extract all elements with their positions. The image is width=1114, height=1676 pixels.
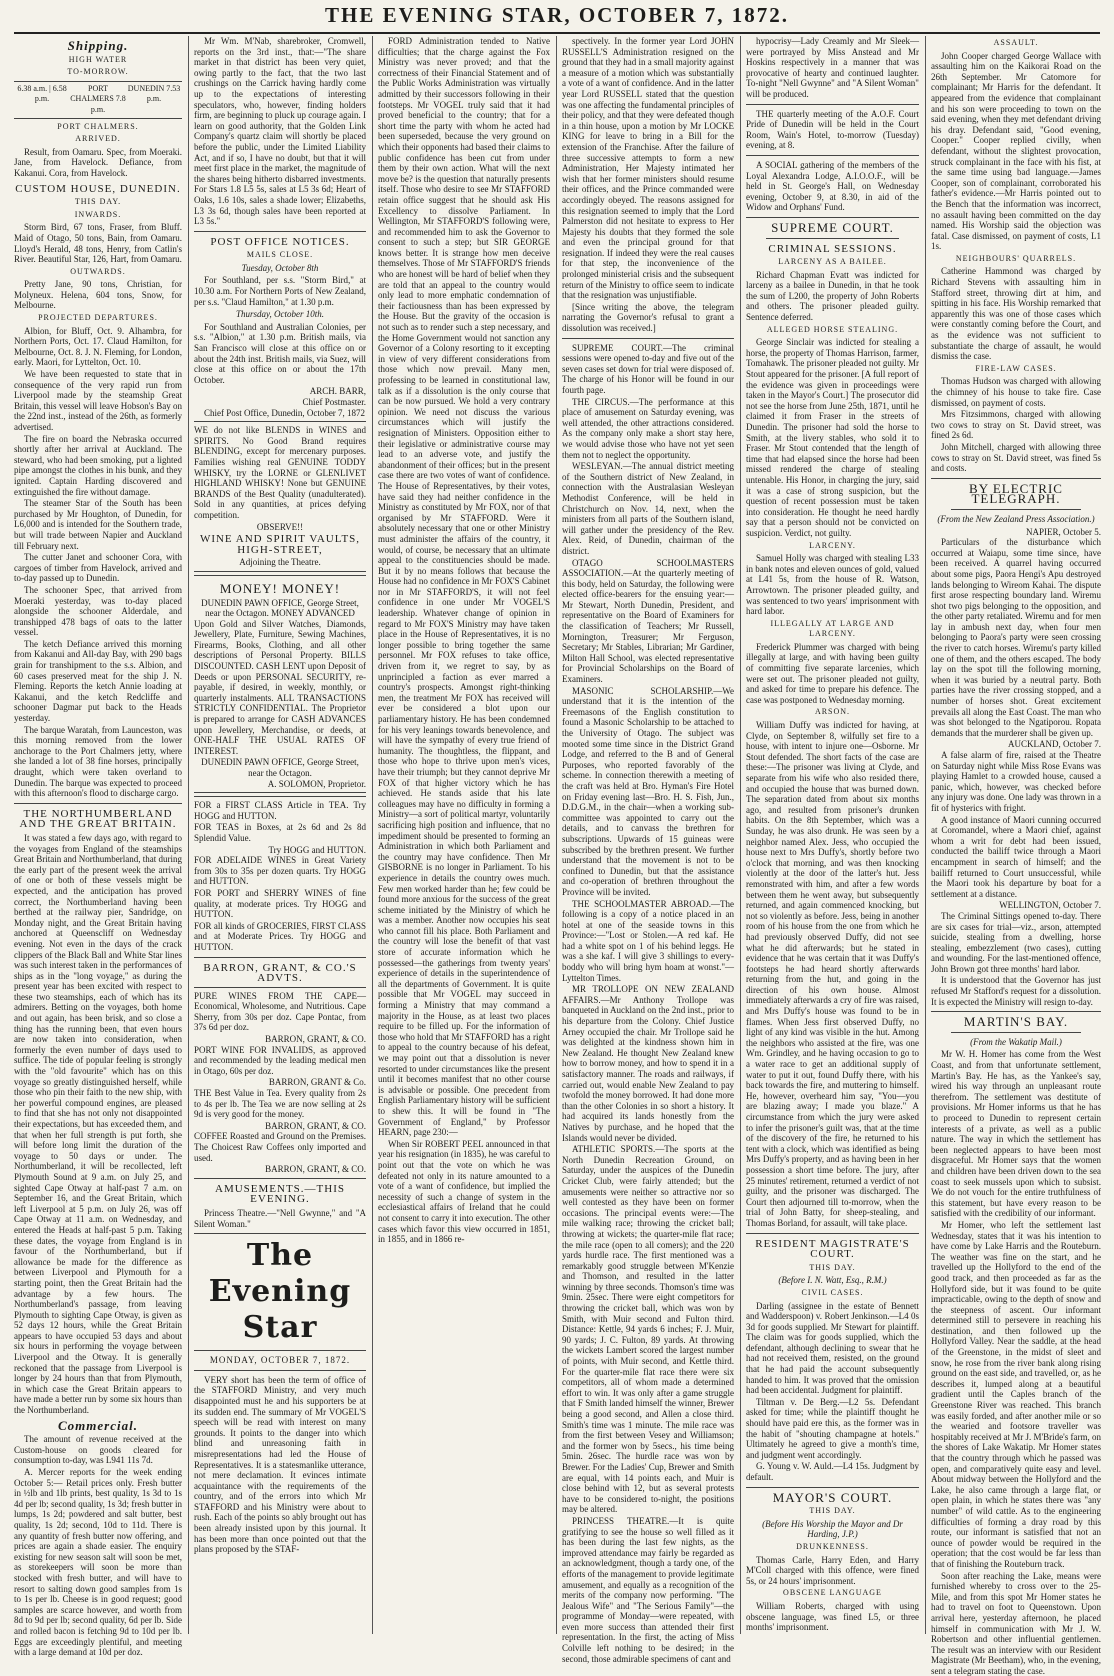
column-divider	[740, 36, 741, 1634]
divider	[746, 155, 919, 156]
tuesday-date: Tuesday, October 8th	[241, 262, 319, 273]
article-paragraph: Mr W. H. Homer has come from the West Coast, and from that unfortunate settlement, Martin's Bay. He has, as the Yankee's say, wired his way through an unpleasant route therefrom. The settlement was destitute of provisions. Mr Homer informs us that he has to proceed to Dunedin to represent certain interests of a private, as well as a public nature. The way in which the settlement has been neglected appears to have been most disgraceful. Mr Homer says that the women and children have been driven down to the sea coast to seek mussels upon which to subsist. We do not vouch for the entire truthfulness of this statement, but have every reason to be satisfied with the credibility of our informant.	[931, 1049, 1101, 1219]
column-6	[931, 36, 1101, 1676]
outwards-list: Pretty Jane, 90 tons, Christian, for Molyneux. Helena, 604 tons, Snow, for Melbourne.	[14, 279, 182, 311]
column-5	[746, 36, 919, 1636]
ad-port-invalids: PORT WINE FOR INVALIDS, as approved and recommended by the leading medical men in Otago, 60s per doz.	[194, 1044, 366, 1076]
resident-magistrate-heading: RESIDENT MAGISTRATE'S COURT.	[755, 1237, 910, 1261]
case-text: G. Young v. W. Auld.—L4 15s. Judgment by default.	[746, 1461, 919, 1482]
shipping-paragraph: The fire on board the Nebraska occurred shortly after her arrival at Auckland. The steward, who had been smoking, put a lighted pipe amongst the clothes in his bunk, and they ignited. Captain Harding discovered and extinguished the fire without damage.	[14, 433, 182, 497]
amusements-text: Princess Theatre.—"Nell Gwynne," and "A Silent Woman."	[194, 1207, 366, 1229]
neighbours-quarrels-label: NEIGHBOURS' QUARRELS.	[955, 253, 1077, 263]
ad-coffee: COFFEE Roasted and Ground on the Premises. The Choicest Raw Coffees only imported and used.	[194, 1131, 366, 1163]
telegram-text: The Criminal Sittings opened to-day. There are six cases for trial—viz., arson, attempted suicide, stealing from a dwelling, horse stealing, embezzlement (two cases), cutting and wounding. For the last-mentioned offence, John Brown got three months' hard labor.	[931, 910, 1101, 974]
telegram-text: Particulars of the disturbance which occurred at Waiapu, some time since, have been received. A quarrel having occurred about some pigs, Paora Hengi's Apu destroyed lands belonging to Wireom Kahai. The dispute first arose respecting boundary land. Wiremu shot two pigs belonging to the opposition, and the other party retaliated. Wiremu and for men lay in ambush next day, when four men belonging to Paora's party were seen crossing the river to catch horses. Wiremu's party killed one of them, and the others escaped. The body lay on the spot till the following morning, when it was buried by a neutral party. Both parties have the river crossing stopped, and a number of horses shot. Great excitement prevails all along the East Coast. The man who was shot belonged to the Ngatiporou. Ropata demands that the murderer shall be given up.	[931, 537, 1101, 738]
this-day-label: THIS DAY.	[809, 1506, 856, 1516]
case-heading: LARCENY.	[809, 540, 856, 550]
inwards-label: INWARDS.	[74, 209, 122, 219]
news-item-princess-theatre: PRINCESS THEATRE.—It is quite gratifying to see the house so well filled as it has been during the last few nights, as the improved attendance may fairly be regarded as an acknowledgment, though a tardy one, of the efforts of the management to provide legitimate amusement, and equally as a recognition of the merits of the company now performing. "The Jealous Wife" and "The Serious Family"—the programme of Monday—were repeated, with even more success than attended their first representation. In the first, the acting of Miss Colville left nothing to be desired; in the second, those admirable specimens of cant and	[562, 1515, 734, 1664]
case-heading: ALLEGED HORSE STEALING.	[766, 324, 899, 334]
ad-pawn-body: Upon Gold and Silver Watches, Diamonds, Jewellery, Plate, Furniture, Sewing Machines, Firearms, Books, Clothing, and all other descriptions of Personal Property. BILLS DISCOUNTED. CASH LENT upon Deposit of Deeds or upon PERSONAL SECURITY, re-payable, if desired, in weekly, monthly, or quarterly instalments. ALL TRANSACTIONS STRICTLY CONFIDENTIAL. The Proprietor is prepared to arrange for CASH ADVANCES upon Jewellery, Merchandise, or deeds, at ONE-HALF THE USUAL RATES OF INTEREST.	[194, 618, 366, 756]
shipping-paragraph: The cutter Janet and schooner Cora, with cargoes of timber from Havelock, arrived and to-day passed up to Dunedin.	[14, 552, 182, 584]
ad-money-heading: MONEY! MONEY!	[219, 580, 341, 596]
dateline-wellington: WELLINGTON, October 7.	[999, 900, 1101, 911]
news-item-schoolmaster-abroad: THE SCHOOLMASTER ABROAD.—The following is a copy of a notice placed in an hotel at one of the seaside towns in this Province:—"Lost or Stolen.—A red kaf. He had a white spot on 1 of his behind leggs. He was a she kaf. I will give 3 shillings to every-boddy who will bring hym hoam at wonst."—Lyttelton Times.	[562, 898, 734, 983]
tide-dunedin: DUNEDIN 7.53 p.m.	[127, 83, 181, 104]
ad-adelaide-wines: FOR ADELAIDE WINES in Great Variety from 30s to 35s per dozen quarts. Try HOGG and HUTTON.	[194, 855, 366, 887]
editorial-note: [Since writing the above, the telegram narrating the Governor's refusal to grant a dissolution was received.]	[562, 301, 734, 334]
ad-pawn-address: DUNEDIN PAWN OFFICE, George Street, near the Octagon. MONEY ADVANCED	[201, 597, 359, 619]
fire-law-label: FIRE-LAW CASES.	[975, 363, 1057, 373]
case-text: Thomas Carle, Harry Eden, and Harry M'Coll charged with this offence, were fined 5s, or 24 hours' imprisonment.	[746, 1554, 919, 1586]
arrived-label: ARRIVED.	[75, 134, 121, 144]
column-2	[194, 36, 366, 1636]
tomorrow-label: TO-MORROW.	[67, 67, 129, 77]
shipping-paragraph: We have been requested to state that in consequence of the very rapid run from Liverpool made by the steamship Great Britain, this vessel will leave Hobson's Bay on the 22nd inst., instead of the 26th, as formerly advertised.	[14, 369, 182, 432]
divider	[14, 803, 182, 804]
supreme-court-heading: SUPREME COURT.	[771, 219, 894, 235]
advertisement-hogg-hutton	[194, 796, 366, 957]
northumberland-heading: THE NORTHUMBERLAND AND THE GREAT BRITAIN.	[19, 807, 177, 831]
commercial-paragraph: The amount of revenue received at the Custom-house on goods cleared for consumption to-day, was L941 11s 7d.	[14, 1434, 182, 1466]
martins-bay-heading: MARTIN'S BAY.	[963, 1014, 1069, 1030]
arrivals-list: Result, from Oamaru. Spec, from Moeraki. Jane, from Havelock. Defiance, from Kakanui. Cora, from Havelock.	[14, 146, 182, 178]
press-association-credit: (From the New Zealand Press Association.)	[937, 513, 1095, 524]
news-item-athletic-sports: ATHLETIC SPORTS.—The sports at the North Dunedin Recreation Ground, on Saturday, under the auspices of the Dunedin Cricket Club, were fairly attended; but the amusements were neither so attractive nor so well contested as they have been on former occasions. The principal events were:—The mile walking race; throwing the cricket ball; throwing at wickets; the quarter-mile flat race; the mile race (open to all comers); and the 220 yards hurdle race. The first mentioned was a remarkably good struggle between M'Kenzie and Thomson, and resulted in the latter winning by three seconds. Thomson's time was 9min. 25sec. There were eight competitors for throwing the cricket ball, which was won by Smith, with Muir second and Fulton third. Distance: Kettle, 94 yards 6 inches; F. J. Muir, 90 yards; J. C. Fulton, 89 yards. At throwing the wickets Lambert scored the largest number of points, with Muir second, and Kettle third. For the quarter-mile flat race there were six competitors, all of whom made a determined effort to win. It was only after a game struggle that F Smith landed himself the winner, Brewer being a good second, and Allen a close third. Smith's time was 1 minute. The mile race was from the first between Vesey and Williamson; and the former won by 5secs., his time being 5min. 26sec. The hurdle race was won by Brewer. For the Ladies' Cup, Brewer and Smith are equal, with 14 points each, and Muir is close behind with 12, but as several protests have to be considered to-night, the positions may be altered.	[562, 1144, 734, 1515]
postmaster-title: Chief Postmaster.	[302, 397, 366, 407]
thursday-date: Thursday, October 10th.	[235, 309, 324, 320]
column-divider	[188, 36, 189, 1634]
shipping-paragraph: The barque Waratah, from Launceston, was this morning removed from the lower anchorage to the Port Chalmers jetty, where she landed a lot of 38 fine horses, principally draught, which were taken overland to Dunedin. The barque was expected to proceed with this afternoon's flood to discharge cargo.	[14, 724, 182, 799]
news-item-circus: THE CIRCUS.—The performance at this place of amusement on Saturday evening, was well attended, the other attractions considered. As the company only make a short stay here, we would advise those who have not yet seen them not to neglect the opportunity.	[562, 396, 734, 460]
dateline-auckland: AUCKLAND, October 7.	[1008, 739, 1101, 750]
obscene-language-label: OBSCENE LANGUAGE	[783, 1588, 882, 1598]
case-heading: LARCENY AS A BAILEE.	[778, 257, 887, 267]
column-1	[14, 36, 182, 1658]
ad-signature: BARRON, GRANT, & CO.	[265, 1164, 366, 1175]
ad-tea: FOR a FIRST CLASS Article in TEA. Try HOGG and HUTTON.	[194, 800, 366, 821]
editorial-dateline: MONDAY, OCTOBER 7, 1872.	[209, 1355, 351, 1366]
assault-label: ASSAULT.	[993, 38, 1039, 47]
divider	[951, 1032, 1081, 1033]
column-3	[378, 36, 550, 1636]
shipping-paragraph: The ketch Defiance arrived this morning from Kakanui and All-day Bay, with 290 bags grain for transhipment to the s.s. Albion, and 60 cases preserved meat for the ship J. N. Fleming. Reports the ketch Annie loading at Kakanui, and the ketch Redcliffe and schooner Dagmar put back to the Heads yesterday.	[14, 638, 182, 724]
port-heading: PORT CHALMERS.	[57, 121, 139, 131]
case-text: Catherine Hammond was charged by Richard Stevens with assaulting him in Stafford street, throwing dirt at him, and spitting in his face. His Worship remarked that apparently this was one of those cases which were constantly coming before the Court, and as the evidence was not sufficient to substantiate the charge of assault, he would dismiss the case.	[931, 266, 1101, 362]
outwards-label: OUTWARDS.	[70, 266, 126, 276]
case-text: Samuel Holly was charged with stealing L33 in bank notes and eleven ounces of gold, valued at L41 5s, from the house of R. Watson, Arrowtown. The prisoner pleaded guilty, and was sentenced to two years' imprisonment with hard labor.	[746, 553, 919, 617]
telegram-text: It is understood that the Governor has just refused Mr Stafford's request for a dissolution. It is expected the Ministry will resign to-day.	[931, 975, 1101, 1007]
mails-close-label: MAILS CLOSE.	[246, 250, 314, 260]
ad-cape-wines: PURE WINES FROM THE CAPE—Economical, Wholesome, and Nutritious. Cape Sherry, from 30s per doz. Cape Pontac, from 37s 6d per doz.	[194, 990, 366, 1033]
ad-signature: BARRON, GRANT, & CO.	[265, 1120, 366, 1131]
column-divider	[925, 36, 926, 1634]
ad-teas-boxes: FOR TEAS in Boxes, at 2s 6d and 2s 8d Splendid Value.	[194, 822, 366, 843]
commercial-paragraph: A. Mercer reports for the week ending October 5:— Retail prices only. Fresh butter in ½lb and 1lb prints, best quality, 1s 3d to 1s 4d per lb; second quality, 1s 3d; fresh butter in lumps, 1s 2d; powdered and salt butter, best quality, 1s 2d; second, 10d to 11d. There is any quantity of fresh butter now offering, and prices are again a shade easier. The enquiry existing for new season salt will soon be met, as storekeepers will soon be more than stocked with fresh butter, and will have to resort to salting down good samples from 1s to 1s per lb. Cheese is in good request; good samples are scarce however, and worth from 8d to 9d per lb; second quality, 6d per lb. Side and rolled bacon is fetching 9d to 10d per lb. Eggs are exceedingly plentiful, and meeting with a large demand at 10d per doz.	[14, 1467, 182, 1658]
ad-adjoining: Adjoining the Theatre.	[239, 557, 321, 568]
article-paragraph: Soon after reaching the Lake, means were furnished whereby to cross over to the 25-Mile, and from this spot Mr Homer states he had to travel on foot to Queenstown. Upon arrival here, yesterday afternoon, he placed himself in communication with Mr J. W. Robertson and other influential gentlemen. The result was an interview with our Resident Magistrate (Mr Beetham), who, in the evening, sent a telegram stating the case.	[931, 1570, 1101, 1676]
news-item-masonic: MASONIC SCHOLARSHIP.—We understand that it is the intention of the Freemasons of the English constitution to found a Masonic Scholarship to be attached to the University of Otago. The subject was mooted some time since in the District Grand Lodge, and referred to the B and of General Purposes, who reported favorably of the scheme. In connection therewith a meeting of the craft was held at Bro. Hyman's Fire Hotel on Friday evening last—Bro. H. S. Fish, Jun., D.D.G.M., in the chair—when a working sub-committee was appointed to carry out the details, and to canvass the brethren for subscriptions. Upwards of 15 guineas were subscribed by the brethren present. We further understand that the movement is not to be confined to Dunedin, but that the assistance and co-operation of brethren throughout the Province will be invited.	[562, 685, 734, 897]
column-4	[562, 36, 734, 1664]
divider	[194, 1233, 366, 1234]
tide-heads: 6.38 a.m. | 6.58 p.m.	[17, 83, 67, 104]
divider	[746, 1233, 919, 1234]
case-text: Tiltman v. De Berg.—L2 5s. Defendant asked for time; while the plaintiff thought he should have paid ere this, as the former was in the habit of "shouting champagne at hotels." Ultimately he agreed to give a month's time, and judgment went accordingly.	[746, 1396, 919, 1460]
newspaper-masthead-title: THE EVENING STAR, OCTOBER 7, 1872.	[325, 3, 789, 27]
divider	[562, 338, 734, 339]
ad-signature: BARRON, GRANT, & CO.	[265, 1034, 366, 1045]
case-text: Mrs Fitzsimmons, charged with allowing two cows to stray on St. David street, was fined 2s 6d.	[931, 409, 1101, 441]
ad-tea-value: THE Best Value in Tea. Every quality from 2s to 4s per lb. The Tea we are now selling at 2s 9d is very good for the money.	[194, 1088, 366, 1120]
shipping-paragraph: The steamer Star of the South has been purchased by Mr Houghton, of Dunedin, for L6,000 and is intended for the Southern trade, but will trade between Napier and Auckland till February next.	[14, 498, 182, 551]
news-item-schoolmasters: OTAGO SCHOOLMASTERS ASSOCIATION.—At the quarterly meeting of this body, held on Saturday, the following were elected office-bearers for the ensuing year:—Mr Stewart, North Dunedin, President, and representative on the Board of Examiners for the classification of Teachers; Mr Russell, Mornington, Treasurer; Mr Ferguson, Secretary; Mr Stables, Librarian; Mr Gardiner, Milton Hall School, was elected representative for Provincial Scholarships on the Board of Examiners.	[562, 557, 734, 685]
divider	[746, 104, 919, 105]
case-text: John Cooper charged George Wallace with assaulting him on the Kaikorai Road on the 26th September. Mr Catomore for complainant; Mr Harris for the defendant. It appeared from the evidence that complainant and his son were proceeding to town on the said evening, when they met defendant driving his dray. Defendant said, "Good evening, Cooper." Cooper replied civilly, when defendant, without the slightest provocation, struck complainant in the face with his fist, at the same time using bad language.—James Cooper, son of complainant, corroborated his father's evidence.—Mr Harris pointed out to the Bench that the information was incorrect, no assault having been committed on the day named. His Worship said the objection was fatal. Case dismissed, on payment of costs, L1 1s.	[931, 50, 1101, 252]
case-text: Darling (assignee in the estate of Bennett and Wadderspoon) v. Robert Jenkinson.—L4 0s 3d for goods supplied. Mr Stewart for plaintiff. The claim was for goods supplied, which the defendant, although declining to swear that he had not received them, resisted, on the ground that he had paid the account subsequently handed to him. It was proved that the omission had been accidental. Judgment for plaintiff.	[746, 1300, 919, 1396]
masthead	[0, 0, 1114, 30]
before-magistrate: (Before I. N. Watt, Esq., R.M.)	[778, 1275, 887, 1286]
divider	[746, 217, 919, 218]
high-water-label: HIGH WATER	[68, 54, 128, 64]
news-item-wesleyan: WESLEYAN.—The annual district meeting of the Southern district of New Zealand, in connection with the Australasian Wesleyan Methodist Conference, will be held in Christchurch on Nov. 14, next, when the ministers from all parts of the Southern island, will gather under the presidency of the Rev. Alex. Reid, of Dunedin, chairman of the district.	[562, 461, 734, 556]
masthead-rule	[14, 32, 1100, 34]
article-paragraph: It was stated a few days ago, with regard to the voyages from England of the steamships Great Britain and Northumberland, that during the early part of the present week the arrival of one or both of these vessels might be expected, and the anticipation has proved correct, the Northumberland having been berthed at the railway pier, Sandridge, on Monday night, and the Great Britain having anchored at Queenscliff on Wednesday evening. Not even in the days of the crack clippers of the Black Ball and White Star lines was such interest taken in the performances of ships as in the "long voyage," as during the present year has been excited with respect to these two steamships, each of which has its admirers. Betting on the voyages, both home and out again, has been brisk, and so close a thing has the running been, that even hours are now taken into consideration, when formerly the even number of days used to suffice. The tide of popular feeling is strongly with the "old favourite" which has on this voyage so greatly distinguished herself, while those who pin their faith to the new ship, with her powerful compound engines, are pleased to find that she has not only not disappointed their expectations, but has exceeded them, and that when her full strength is put forth, she will before long limit the duration of the voyage to 50 days or under. The Northumberland, it will be recollected, left Plymouth Sound at 9 a.m. on July 25, and sighted Cape Otway at half-past 7 a.m. on September 16, and the Great Britain, which left Liverpool at 5 p.m. on July 26, was off Cape Otway at 11 a.m. on Wednesday, and entered the Heads at half-past 5 p.m. Taking these dates, the voyage from England is in favour of the Northumberland, but if allowance be made for the difference as between Liverpool and Plymouth for a starting point, then the Great Britain had the advantage by a few hours. The Northumberland's passage, from leaving Plymouth to sighting Cape Otway, is given as 52 days 12 hours, while the Great Britain appears to have occupied 53 days and about six hours in performing the voyage between Liverpool and the Otway. It is generally reckoned that the passage from Liverpool is longer by 24 hours than that from Plymouth, in which case the Great Britain appears to have made a better run by some six hours than the Northumberland.	[14, 832, 182, 1416]
amusements-heading: AMUSEMENTS.—THIS EVENING.	[215, 1182, 345, 1206]
news-item-theatre-cont: hypocrisy—Lady Creamly and Mr Sleek—were portrayed by Miss Anstead and Mr Hoskins respectively in a manner that was provocative of hearty and continued laughter. To-night "Nell Gwynne" and "A Silent Woman" will be produced.	[746, 36, 919, 99]
article-paragraph: Mr Homer, who left the settlement last Wednesday, states that it was his intention to have come by Lake Harris and the Routeburn. The weather was fine on the start, and he travelled up the Hollyford to the end of the good track, and then proceeded as far as the Hollyford side, but it was found to be quite impracticable, owing to the depth of snow and the steepness of ascent. Our informant determined still to persevere in reaching his destination, and then followed up the Hollyford Valley. Near the saddle, at the head of the Greenstone, in the midst of sleet and snow, he rose from the river bank along rising ground on the east side, and travelled, or, as he describes it, lumped along at a beautiful gradient until the Caples branch of the Greenstone River was reached. This branch was easily forded, and after another mile or so the wearied and footsore traveller was hospitably received at Mr J. M'Bride's farm, on the shores of Lake Wakatip. Mr Homer states that the country through which he passed was open, and comparatively quite easy and level. About midway between the Hollyford and the Lake, he also came through a large flat, or open plain, in which he states there was "any number" of wild cattle. As to the engineering difficulties of forming a dray road by this route, our informant is satisfied that not an ounce of powder would be required in the operation; that the cost would be far less than that of finishing the Routeburn track.	[931, 1219, 1101, 1569]
commercial-heading: Commercial.	[58, 1417, 138, 1433]
telegram-text: A false alarm of fire, raised at the Theatre on Saturday night while Miss Rose Evans was playing Hamlet to a crowded house, caused a panic, which, however, was checked before any injury was done. One lady was thrown in a fit of hysterics with fright.	[931, 750, 1101, 813]
case-text: John Mitchell, charged with allowing three cows to stray on St. David street, was fined 5s and costs.	[931, 441, 1101, 474]
tuesday-mails: For Southland, per s.s. "Storm Bird," at 10.30 a.m. For Northern Ports of New Zealand, per s.s. "Claud Hamilton," at 1.30 p.m.	[194, 275, 366, 307]
tide-port-chalmers: PORT CHALMERS 7.8 p.m.	[70, 83, 126, 114]
inwards-list: Storm Bird, 67 tons, Fraser, from Bluff. Maid of Otago, 50 tons, Bain, from Oamaru. Lloyd's Herald, 48 tons, Henry, from Catlin's River. Beautiful Star, 126, Hart, from Oamaru.	[14, 222, 182, 265]
advertisement-blends	[194, 421, 366, 572]
telegram-text: A good instance of Maori cunning occurred at Coromandel, where a Maori chief, against whom a writ for debt had been issued, conducted the bailiff twice through a Maori encampment in search of himself; and the bailiff returned to Court unsuccessful, while the Maori took his departure by boat for a settlement at a distance.	[931, 814, 1101, 899]
advertisement-pawn-office	[194, 575, 366, 793]
this-day-label: THIS DAY.	[809, 1262, 856, 1272]
case-text: Richard Chapman Evatt was indicted for larceny as a bailee in Dunedin, in that he took the sum of L200, the property of John Roberts and others. The prisoner pleaded guilty. Sentence deferred.	[746, 269, 919, 323]
projected-departures-label: PROJECTED DEPARTURES.	[38, 313, 158, 323]
tide-table	[14, 81, 182, 119]
ad-observe: OBSERVE!!	[256, 521, 304, 532]
ad-groceries: FOR all kinds of GROCERIES, FIRST CLASS and at Moderate Prices. Try HOGG and HUTTON.	[194, 920, 366, 952]
news-item-supreme-court: SUPREME COURT.—The criminal sessions were opened to-day and five out of the seven cases set down for trial were disposed of. The charge of his Honor will be found in our fourth page.	[562, 342, 734, 395]
notice-aof: THE quarterly meeting of the A.O.F. Court Pride of Dunedin will be held in the Court Room, Wain's Hotel, to-morrow (Tuesday) evening, at 8.	[746, 108, 919, 151]
ad-pawn-proprietor: A. SOLOMON, Proprietor.	[267, 778, 366, 789]
advertisement-barron-grant	[194, 987, 366, 1179]
case-heading: ILLEGALLY AT LARGE AND LARCENY.	[770, 618, 895, 639]
case-heading: ARSON.	[814, 707, 851, 717]
ad-port-sherry: FOR PORT and SHERRY WINES of fine quality, at moderate prices. Try HOGG and HUTTON.	[194, 887, 366, 920]
divider	[194, 231, 366, 232]
column-divider	[372, 36, 373, 1634]
before-mayor: (Before His Worship the Mayor and Dr Harding, J.P.)	[762, 1518, 903, 1540]
post-office-heading: POST OFFICE NOTICES.	[210, 235, 350, 248]
post-office-date: Chief Post Office, Dunedin, October 7, 1872	[204, 407, 366, 418]
ad-wine-vaults: WINE AND SPIRIT VAULTS, HIGH-STREET,	[199, 533, 361, 556]
share-report-paragraph: Mr Wm. M'Nab, sharebroker, Cromwell, reports on the 3rd inst., that:—"The share market in that district has been very quiet, owing partly to the fact, that the two last crushings on the Carrick having hardly come up to the expectations of interesting speculators, who, however, finding holders firm, are beginning to pluck up courage again. I learn on good authority, that the Golden Link Company's quartz claim will shortly be placed before the public, under the Limited Liability Act, and if so, I have no doubt, but that it will meet first place in the market, the magnitude of the shares being hitherto disbarred investments. For Stars 1.8 L5 5s, sales at L5 3s 6d; Heart of Oaks, 1.6 10s, sales a shade lower; Elizabeths, L3 3s 6d, though sales have been reported at L3 5s."	[194, 36, 366, 227]
wakatip-mail-credit: (From the Wakatip Mail.)	[970, 1036, 1062, 1047]
divider	[766, 238, 899, 239]
postmaster-name: ARCH. BARR,	[309, 386, 366, 397]
criminal-sessions-heading: CRIMINAL SESSIONS.	[768, 242, 897, 255]
case-text: William Roberts, charged with using obscene language, was fined L5, or three months' imprisonment.	[746, 1600, 919, 1633]
case-text: Frederick Plummer was charged with being illegally at large, and with having been guilty of committing five separate larcenies, which were set out. The prisoner pleaded not guilty, and asked for time to prepare his defence. The case was postponed to Wednesday morning.	[746, 641, 919, 705]
ad-signature: BARRON, GRANT & Co.	[268, 1077, 366, 1088]
editorial-lead: VERY short has been the term of office of the STAFFORD Ministry, and very much disappointed must he and his supporters be at its sudden end. The summary of Mr VOGEL'S speech will be read with interest on many grounds. It points to the danger into which blind and unreasoning faith in misrepresentations had led the House of Representatives. It is a statesmanlike utterance, not mere declamation. It evinces intimate acquaintance with the requirements of the country, and of the errors into which Mr STAFFORD and his Ministry were about to rush. Each of the points so ably brought out has been already insisted upon by this journal. It has been more than once pointed out that the plans proposed by the STAF-	[194, 1374, 366, 1555]
barron-grant-heading: BARRON, GRANT, & CO.'S ADVTS.	[203, 961, 357, 985]
editorial-quote: When Sir ROBERT PEEL announced in that year his resignation (in 1835), he was careful to point out that the vote on which he was defeated not only in its nature amounted to a vote of a want of confidence, but implied the necessity of such a change of system in the ecclesiastical affairs of Ireland that he could not consent to carry it into execution. The other cases which favor this view occurred in 1851, in 1855, and in 1866 re-	[378, 1138, 550, 1245]
ad-pawn-footer: DUNEDIN PAWN OFFICE, George Street, near the Octagon.	[201, 757, 359, 778]
case-text: William Duffy was indicted for having, at Clyde, on September 8, wilfully set fire to a house, with intent to injure one—Osborne. Mr Stout defended. The short facts of the case are these:—The prisoner was living at Clyde, and separate from his wife who also resided there, and occupied the house that was burned down. The separation dated from about six months ago, and resulted from prisoner's drunken habits. On the 8th September, which was a Sunday, he was also drunk. He was seen by a neighbor named Alex. Jess, who occupied the house next to Mrs Duffy's, shortly before two o'clock that morning, and was then knocking violently at the door of the latter's hut. Jess remonstrated with him, and after a few words between them he went away, but subsequently returned, and again commenced knocking, but not so violently as before. Jess, being in another room of his house from the one from which he had previously observed Duffy, did not see what he did afterwards; but he stated in evidence that he was certain that it was Duffy's footsteps he had heard shortly afterwards returning from the hut, and going in the direction of his own house. Almost immediately afterwards a cry of fire was raised, and Mrs Duffy's house was found to be in flames. When Jess first observed Duffy, no light of any kind was visible in the hut. Among the neighbors who assisted at the fire, was one Wm. Grindley, and he having occasion to go to a water race to get an additional supply of water to put it out, found Duffy there, with his back towards the fire, and muttering to himself. He, however, overheard him say, "You—you are blazing away; I made you blaze." A circumstance from which the jury were asked to infer the prisoner's guilt was, that at the time of the discovery of the fire, he returned to his tent with a clock, which was identified as being Mrs Duffy's property, and as having been in her possession a short time before. The jury, after 25 minutes' retirement, returned a verdict of not guilty, and the prisoner was discharged. The Court then adjourned till to-morrow, when the trial of John Batty, for sheep-stealing, and Thomas Borland, for assault, will take place.	[746, 720, 919, 1228]
shipping-heading: Shipping.	[67, 38, 129, 53]
divider	[951, 509, 1081, 510]
divider	[194, 1350, 366, 1351]
custom-house-heading: CUSTOM HOUSE, DUNEDIN.	[15, 182, 181, 195]
divider	[194, 1370, 366, 1371]
telegraph-heading: BY ELECTRIC TELEGRAPH.	[969, 480, 1063, 507]
mayors-court-heading: MAYOR'S COURT.	[772, 1489, 893, 1505]
divider	[931, 1011, 1101, 1012]
dateline-napier: NAPIER, October 5.	[1026, 526, 1101, 537]
divider	[746, 1487, 919, 1488]
editorial-paragraph: spectively. In the former year Lord JOHN RUSSELL'S Administration resigned on the ground that they had in a small majority against a measure of a motion which was substantially a vote of a want of confidence. And in the latter year Lord RUSSELL stated that the question was one affecting the fundamental principles of their policy, and that they were defeated though in a thin house, upon a motion by Mr LOCKE KING for leave to bring in a Bill for the extension of the Franchise. After the failure of three successive attempts to form a new Administration, Her Majesty intimated her wish that her former ministers should resume their offices, and the Prince commanded were accordingly obeyed. The reasons assigned for this resignation seemed to imply that the Lord Palmerston did not hesitate to express to Her Majesty his doubts that they formed the sole and even the principal ground for that resignation. If indeed they were the real causes for that step, the inconvenience of the prolonged ministerial crisis and the subsequent return of the Ministry to office seem to indicate that the resignation was unjustifiable.	[562, 36, 734, 301]
projected-departures-list: Albion, for Bluff, Oct. 9. Alhambra, for Northern Ports, Oct. 17. Claud Hamilton, for Melbourne, Oct. 8. J. N. Fleming, for London, early. Maori, for Lyttelton, Oct. 10.	[14, 325, 182, 368]
this-day-label: THIS DAY.	[74, 197, 122, 207]
newspaper-nameplate: The Evening Star	[208, 1238, 352, 1346]
editorial-paragraph: FORD Administration tended to Native difficulties; that the charge against the Fox Ministry was never proved; and that the correctness of their Financial Statement and of the Public Works Administration was virtually admitted by their successors following in their footsteps. Mr VOGEL truly said that it had proved beneficial to the country; that for a short time the party with whom he acted had been superseded, because the very ground on which their opponents had based their claims to public confidence has been cut from under them by their own action. What will the next move be? is the question that naturally presents itself. Those who desire to see Mr STAFFORD retain office suggest that he should ask His Excellency to dissolve Parliament. In Wellington, Mr STAFFORD'S following were, and recommended him to ask the Governor to consent to such a step; but SIR GEORGE knows better. It is strange how men deceive themselves. Those of Mr STAFFORD'S friends who are honest will be hard of belief when they are told that an appeal to the country would only lead to more emphatic condemnation of their factiousness than has been expressed by the House. But the gravity of the occasion is not such as to render such a step necessary, and the Home Government would not sanction any Governor of a Colony resorting to it excepting in view of very different considerations from those which now prevail. Many men, professing to be learned in constitutional law, talk as if a dissolution is the only course that can be now pursued. We hold a very contrary opinion. We need not discuss the various circumstances which will justify the resignation of Ministers. Opposition either to their legislative or administrative course may lead to an adverse vote, and justify the abandonment of their offices; but in the present case there are two votes of want of confidence. The House of Representatives, by their votes, have said they had neither confidence in the Ministry as constituted by Mr FOX, nor of that organised by Mr STAFFORD. Were it absolutely necessary that one or other Ministry must administer the affairs of the country, it would, of course, be necessary that an ultimate appeal to the constituencies should be made. But it by no means follows that because the House had no confidence in Mr FOX'S Cabinet nor in Mr STAFFORD'S, it will not feel confidence in one under Mr VOGEL'S leadership. Whatever change of opinion in regard to Mr FOX'S Ministry may have taken place in the House of Representatives, it is no longer possible to bring together the same personnel. Mr FOX refuses to take office, driven from it, we regret to say, by as unprincipled a faction as ever marred a country's prospects. Amongst right-thinking men, the treatment Mr FOX has received will ever be considered a blot upon our parliamentary history. He has been condemned for his very leanings towards benevolence, and will have the sympathy of every true friend of humanity. The thoughtless, the flippant, and those who hope to thrive upon men's vices, have their triumph; but they cannot deprive Mr FOX of that higher victory which he has achieved. He stands aside that his late colleagues may have no difficulty in forming a Ministry—a sort of political martyr, voluntarily sacrificing high position and influence, that no impediment should be presented to forming an Administration in which both Parliament and the country may have confidence. Then Mr GISBORNE is no longer in Parliament. To his experience in details the country owes much. Few men worked harder than he; few could be found more anxious for the success of the great scheme initiated by the Ministry of which he was a member. Another now occupies his seat who cannot fill his place. Both Parliament and the country will lose the benefit of that vast store of accurate information which he possessed—the gatherings from twenty years' experience of details in the superintendence of all the departments of Government. It is quite possible that Mr VOGEL may succeed in forming a Ministry that may command a majority in the House, as at least two places require to be filled up. For the information of those who hold that Mr STAFFORD has a right to appeal to the country because of his defeat, we may point out that a dissolution is never resorted to under circumstances like the present until it becomes manifest that no other course is advisable or possible. One precedent from English Parliamentary history will be sufficient to shew this. It will be found in "The Government of England," by Professor HEARN, page 230:—	[378, 36, 550, 1138]
thursday-mails: For Southland and Australian Colonies, per s.s. "Albion," at 1.30 p.m. British mails, via San Francisco will close at this office on or about the 24th inst. British mails, via Suez, will close at this office on or about the 17th October.	[194, 321, 366, 385]
case-text: George Sinclair was indicted for stealing a horse, the property of Thomas Harrison, farmer, Tomahawk. The prisoner pleaded not guilty. Mr Stout appeared for the prisoner. [A full report of the evidence was given in proceedings were taken in the Mayor's Court.] The prosecutor did not see the horse from June 25th, 1871, until he claimed it from Fraser in the streets of Dunedin. The prisoner had sold the horse to Smith, at the livery stables, who sold it to Fraser. Mr Stout contended that the length of time that had elapsed since the horse had been missed rendered the charge of stealing untenable. His Honor, in charging the jury, said it was a case of strong suspicion, but the question of recent possession must be taken into consideration. He thought he need hardly say that a person should not be convicted on suspicion. Verdict, not guilty.	[746, 337, 919, 538]
shipping-paragraph: The schooner Spec, that arrived from Moeraki yesterday, was to-day placed alongside the schooner Alderdale, and transhipped 478 bags of oats to the latter vessel.	[14, 584, 182, 638]
ad-signature: Try HOGG and HUTTON.	[268, 844, 366, 855]
column-divider	[556, 36, 557, 1634]
divider	[931, 478, 1101, 479]
drunkenness-label: DRUNKENNESS.	[796, 1541, 869, 1551]
notice-social-gathering: A SOCIAL gathering of the members of the Loyal Alexandra Lodge, A.I.O.O.F., will be held in St. George's Hall, on Wednesday evening, October 9, at 8.30, in aid of the Widow and Orphans' Fund.	[746, 159, 919, 213]
civil-cases-label: CIVIL CASES.	[801, 1287, 864, 1297]
news-item-trollope: MR TROLLOPE ON NEW ZEALAND AFFAIRS.—Mr Anthony Trollope was banqueted in Auckland on the 2nd inst., prior to his departure from the Colony. Chief Justice Arney occupied the chair. Mr Trollope said he was delighted at the kindness shown him in New Zealand. He thought New Zealand knew how to borrow money, and how to spend it in a satisfactory manner. The roads and railways, if carried out, would enable New Zealand to pay twofold the money borrowed. It had done more than the other Colonies in so short a history. It had acquired its lands honestly from the Natives by purchase, and he hoped that the Islands would never be divided.	[562, 984, 734, 1143]
case-text: Thomas Hudson was charged with allowing the chimney of his house to take fire. Case dismissed, on payment of costs.	[931, 376, 1101, 408]
ad-text: WE do not like BLENDS in WINES and SPIRITS. No Good Brand requires BLENDING, except for mercenary purposes. Families wishing real GENUINE TODDY WHISKY, try the LORNE or GLENLIVET HIGHLAND WHISKY! None but GENUINE BRANDS of the Best Quality (unadulterated). Sold in any quantities, at prices defying competition.	[194, 425, 366, 520]
